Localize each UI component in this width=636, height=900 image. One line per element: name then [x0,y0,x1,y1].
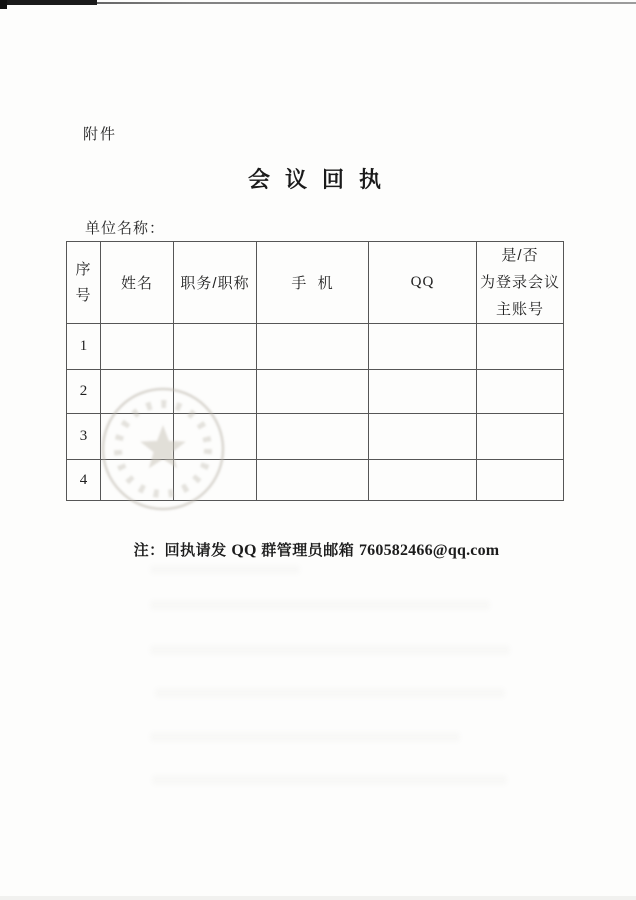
note-qq: QQ [231,542,257,559]
note-prefix: 注：回执请发 [133,542,232,559]
row-index-cell: 1 [67,324,101,370]
name-cell-empty [101,460,174,501]
name-cell-empty [101,414,174,460]
col-header-qq: QQ [369,242,477,324]
col-header-name: 姓名 [101,242,174,324]
qq-cell-empty [369,460,477,501]
col-header-position: 职务/职称 [174,242,257,324]
row-index-cell: 2 [67,370,101,414]
main-account-cell-empty [477,324,564,370]
col-header-mobile: 手 机 [257,242,369,324]
row-index-cell: 3 [67,414,101,460]
scan-noise [150,600,490,610]
unit-name-label: 单位名称： [85,220,166,237]
col-header-main-account-line2: 为登录会议 [479,274,560,291]
document-title: 会议回执 [247,167,396,192]
scan-noise [152,775,507,785]
col-header-index-line1: 序 [75,260,92,278]
table-header-row [67,242,564,324]
mobile-cell-empty [257,460,369,501]
main-account-cell-empty [477,414,564,460]
qq-cell-empty [369,370,477,414]
qq-cell-empty [369,414,477,460]
mobile-cell-empty [257,370,369,414]
position-cell-empty [174,414,257,460]
attachment-label: 附件 [83,126,118,143]
main-account-cell-empty [477,460,564,501]
table-row [67,324,564,370]
mobile-cell-empty [257,414,369,460]
position-cell-empty [174,460,257,501]
name-cell-empty [101,370,174,414]
scan-artifact-top-left-bar [0,0,97,5]
meeting-reply-table [66,241,564,501]
table-row [67,460,564,501]
row-index-cell: 4 [67,460,101,501]
position-cell-empty [174,324,257,370]
col-header-main-account-line3: 主账号 [495,301,544,318]
note-middle: 群管理员邮箱 [256,542,359,559]
mobile-cell-empty [257,324,369,370]
scan-noise [150,732,460,742]
qq-cell-empty [369,324,477,370]
table-row [67,414,564,460]
scan-artifact-bottom-strip [0,896,636,900]
scan-noise [150,645,510,655]
name-cell-empty [101,324,174,370]
col-header-index-line2: 号 [75,286,92,304]
scan-artifact-corner [0,0,7,9]
note-email: 760582466@qq.com [358,542,500,559]
scan-noise [155,688,505,698]
col-header-main-account [477,242,564,324]
col-header-index [67,242,101,324]
main-account-cell-empty [477,370,564,414]
note-line [115,522,499,577]
position-cell-empty [174,370,257,414]
col-header-main-account-line1: 是/否 [501,247,539,264]
table-row [67,370,564,414]
